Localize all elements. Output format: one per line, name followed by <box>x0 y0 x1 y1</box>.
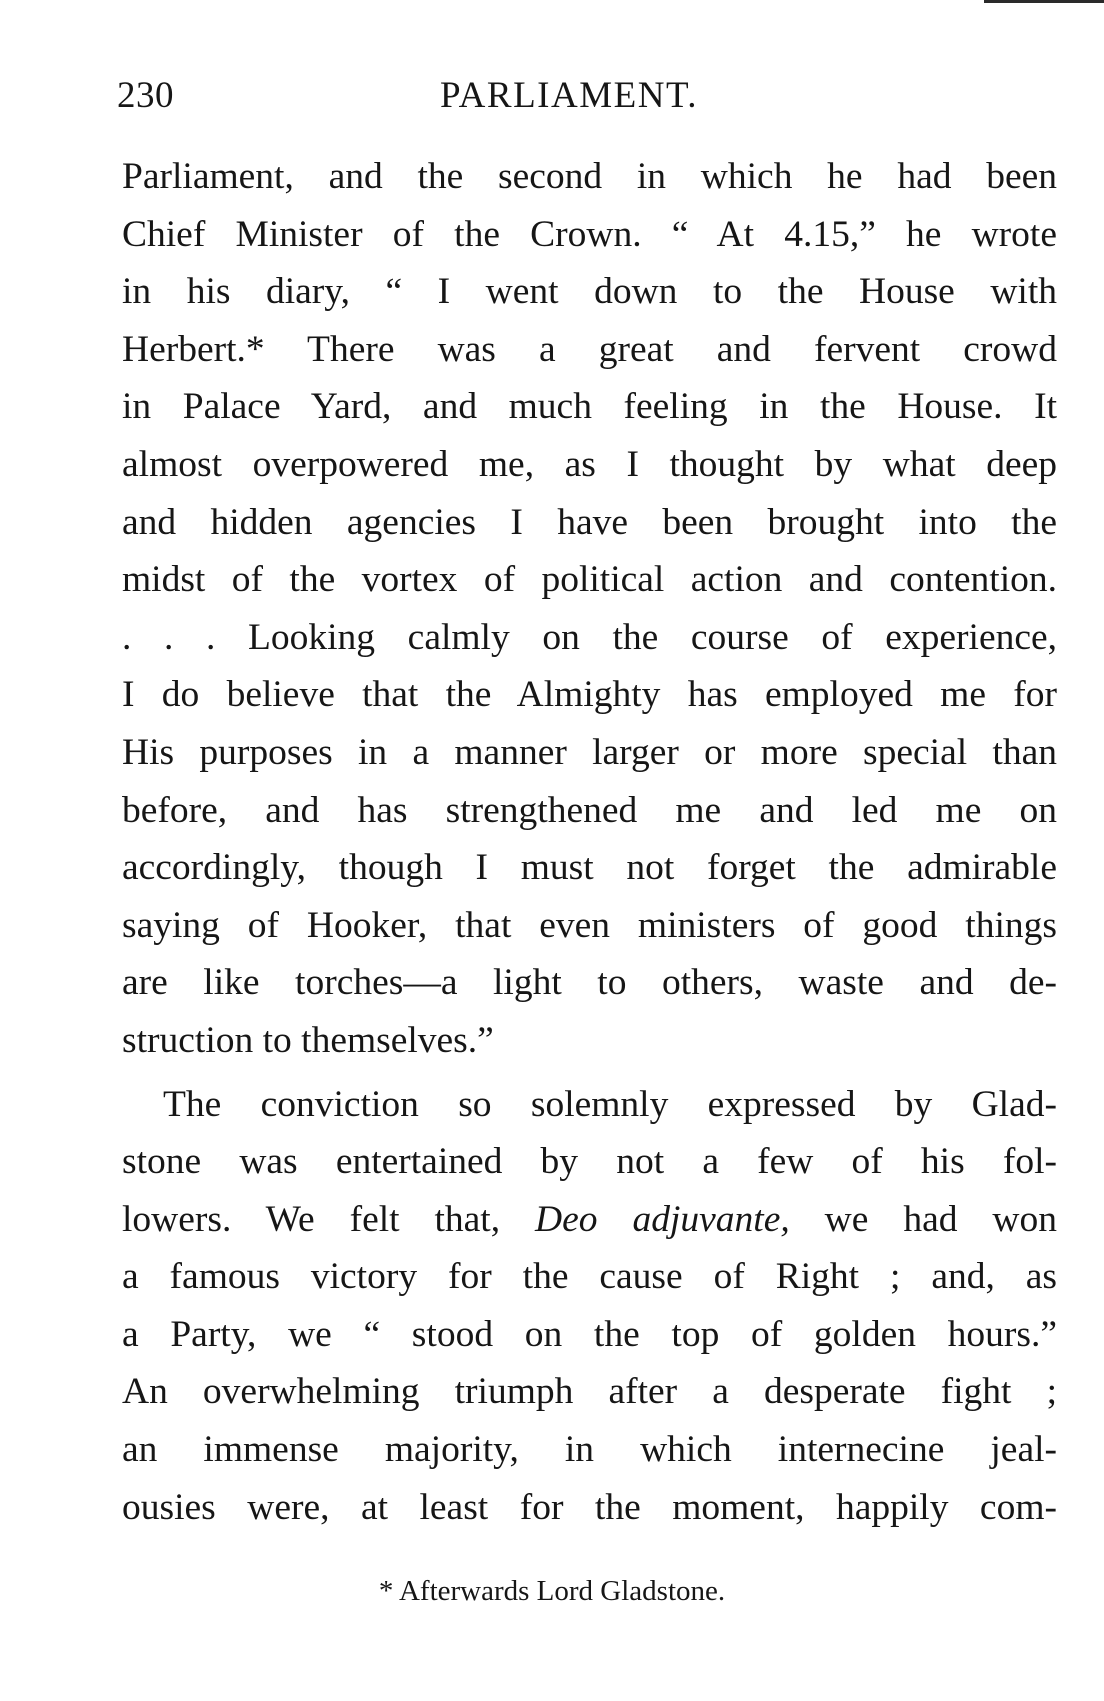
text-line: ousies were, at least for the moment, happily com- <box>122 1486 1057 1528</box>
paragraph-1 <box>122 148 1057 1070</box>
text-line: . . . Looking calmly on the course of experience, <box>122 616 1057 658</box>
body-text <box>122 148 1057 1536</box>
text-line: midst of the vortex of political action and contention. <box>122 559 1057 601</box>
text-line: Parliament, and the second in which he had been <box>122 156 1057 197</box>
text-run: lowers. We felt that, <box>122 1198 536 1240</box>
footnote: * Afterwards Lord Gladstone. <box>378 1575 726 1607</box>
text-line <box>122 1191 1057 1249</box>
text-run: we had won <box>789 1198 1057 1240</box>
text-line: an immense majority, in which internecine jeal- <box>122 1429 1057 1471</box>
text-line: a Party, we “ stood on the top of golden hours.” <box>122 1313 1057 1355</box>
text-line: saying of Hooker, that even ministers of good things <box>122 904 1057 946</box>
text-line: before, and has strengthened me and led me on <box>122 789 1057 831</box>
scan-edge-mark <box>984 0 1104 9</box>
text-line: Herbert.* There was a great and fervent crowd <box>122 328 1057 370</box>
text-line: in Palace Yard, and much feeling in the House. It <box>122 386 1057 428</box>
text-line: I do believe that the Almighty has employed me for <box>122 674 1057 716</box>
text-line: almost overpowered me, as I thought by what deep <box>122 443 1057 485</box>
text-line: a famous victory for the cause of Right ; and, as <box>122 1256 1057 1298</box>
text-line: The conviction so solemnly expressed by Glad- <box>163 1083 1057 1125</box>
text-line: Chief Minister of the Crown. “ At 4.15,” he wrote <box>122 213 1057 255</box>
text-line: accordingly, though I must not forget the admirable <box>122 847 1057 889</box>
running-title: PARLIAMENT. <box>440 75 699 116</box>
text-line: stone was entertained by not a few of his fol- <box>122 1141 1057 1183</box>
text-line: His purposes in a manner larger or more special than <box>122 731 1057 773</box>
text-line: in his diary, “ I went down to the House with <box>122 271 1057 313</box>
text-line: struction to themselves.” <box>122 1019 494 1061</box>
page-number: 230 <box>117 75 174 116</box>
latin-phrase: Deo adjuvante, <box>535 1198 790 1240</box>
text-line: and hidden agencies I have been brought into the <box>122 501 1057 543</box>
paragraph-2 <box>122 1076 1057 1537</box>
text-line: are like torches—a light to others, waste and de- <box>122 962 1057 1004</box>
text-line: An overwhelming triumph after a desperate fight ; <box>122 1371 1057 1413</box>
